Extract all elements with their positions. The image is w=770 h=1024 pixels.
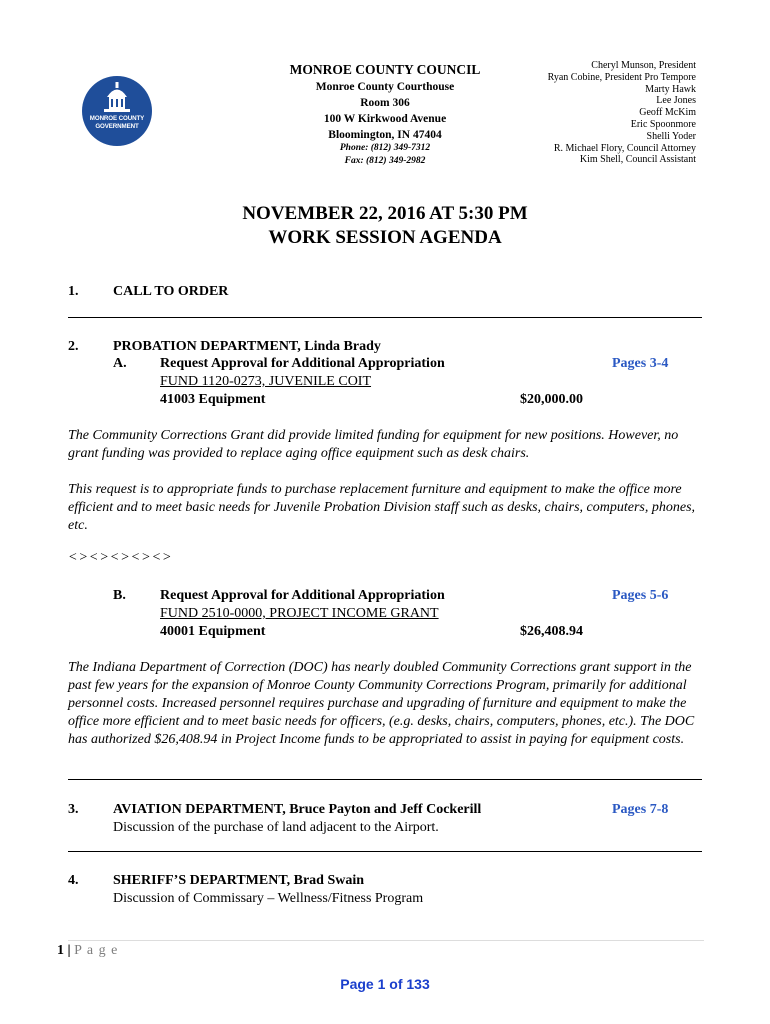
member: Kim Shell, Council Assistant — [579, 154, 696, 166]
footer-divider — [68, 940, 704, 941]
item-2b-amount: $26,408.94 — [520, 624, 583, 639]
member: Eric Spoonmore — [630, 118, 696, 130]
member: Marty Hawk — [645, 83, 696, 95]
item-2b-account: 40001 Equipment — [160, 624, 266, 639]
footer-page-label: 1 | P a g e — [57, 943, 119, 958]
item-4-desc: Discussion of Commissary – Wellness/Fitness Program — [113, 891, 424, 906]
item-1-number: 1. — [68, 284, 79, 299]
logo-line-2: GOVERNMENT — [95, 123, 139, 130]
item-3-desc: Discussion of the purchase of land adjacent to the Airport. — [113, 820, 439, 835]
item-3-number: 3. — [68, 802, 79, 817]
council-name: MONROE COUNTY COUNCIL — [289, 62, 481, 77]
item-2a-fund: FUND 1120-0273, JUVENILE COIT — [160, 374, 372, 389]
courthouse: Monroe County Courthouse — [315, 81, 455, 93]
item-4-number: 4. — [68, 873, 79, 888]
county-logo — [82, 76, 152, 146]
council-members — [548, 60, 696, 166]
agenda-title: WORK SESSION AGENDA — [268, 227, 502, 248]
member: Ryan Cobine, President Pro Tempore — [547, 71, 696, 83]
member: R. Michael Flory, Council Attorney — [553, 142, 696, 154]
item-2b-letter: B. — [113, 588, 126, 603]
separator: <><><><><> — [68, 550, 173, 565]
page-of-total: Page 1 of 133 — [340, 976, 430, 992]
divider — [68, 779, 702, 780]
item-2a-account: 41003 Equipment — [160, 392, 266, 407]
member: Lee Jones — [656, 95, 696, 107]
member: Shelli Yoder — [646, 130, 696, 142]
city-address: Bloomington, IN 47404 — [328, 129, 442, 141]
footer-page-number: 1 — [57, 943, 64, 958]
item-2b-fund: FUND 2510-0000, PROJECT INCOME GRANT — [160, 606, 439, 621]
item-3-pages-link[interactable]: Pages 7-8 — [612, 802, 669, 817]
item-2a-text-1: The Community Corrections Grant did provide limited funding for equipment for new positions. However, no grant funding was provided to replace aging office equipment such as desk chairs. — [68, 428, 679, 461]
item-2a-request: Request Approval for Additional Appropriation — [160, 356, 445, 371]
phone: Phone: (812) 349-7312 — [339, 143, 431, 153]
item-2a-amount: $20,000.00 — [520, 392, 583, 407]
footer-page-word: P a g e — [74, 943, 119, 958]
item-2a-letter: A. — [113, 356, 127, 371]
divider — [68, 317, 702, 318]
courthouse-icon — [82, 76, 152, 146]
item-4-title: SHERIFF’S DEPARTMENT, Brad Swain — [113, 873, 365, 888]
item-2a-pages-link[interactable]: Pages 3-4 — [612, 356, 669, 371]
item-2-number: 2. — [68, 339, 79, 354]
meeting-date: NOVEMBER 22, 2016 AT 5:30 PM — [242, 203, 528, 224]
item-3-title: AVIATION DEPARTMENT, Bruce Payton and Jeff Cockerill — [113, 802, 482, 817]
divider — [68, 851, 702, 852]
item-1-title: CALL TO ORDER — [113, 284, 229, 299]
street-address: 100 W Kirkwood Avenue — [323, 113, 447, 125]
item-2a-text-2: This request is to appropriate funds to purchase replacement furniture and equipment to make the office more efficient and to meet basic needs for Juvenile Probation Division staff such as desks, chairs, computers, phones, etc. — [68, 482, 696, 533]
logo-line-1: MONROE COUNTY — [89, 115, 145, 122]
item-2b-text: The Indiana Department of Correction (DOC) has nearly doubled Community Corrections grant support in the past few years for the expansion of Monroe County Community Corrections Program, primarily for additional personnel costs. Increased personnel requires purchase and upgrading of furniture and equipment to make the office more efficient and to meet basic needs for officers, (e.g. desks, chairs, computers, phones, etc.). The DOC has authorized $26,408.94 in Project Income funds to be appropriated to assist in paying for equipment costs. — [68, 660, 695, 747]
item-2-title: PROBATION DEPARTMENT, Linda Brady — [113, 339, 381, 354]
room: Room 306 — [360, 97, 410, 109]
item-2b-pages-link[interactable]: Pages 5-6 — [612, 588, 669, 603]
fax: Fax: (812) 349-2982 — [344, 156, 426, 166]
item-2b-request: Request Approval for Additional Appropriation — [160, 588, 445, 603]
member: Cheryl Munson, President — [591, 60, 696, 71]
member: Geoff McKim — [639, 107, 696, 119]
